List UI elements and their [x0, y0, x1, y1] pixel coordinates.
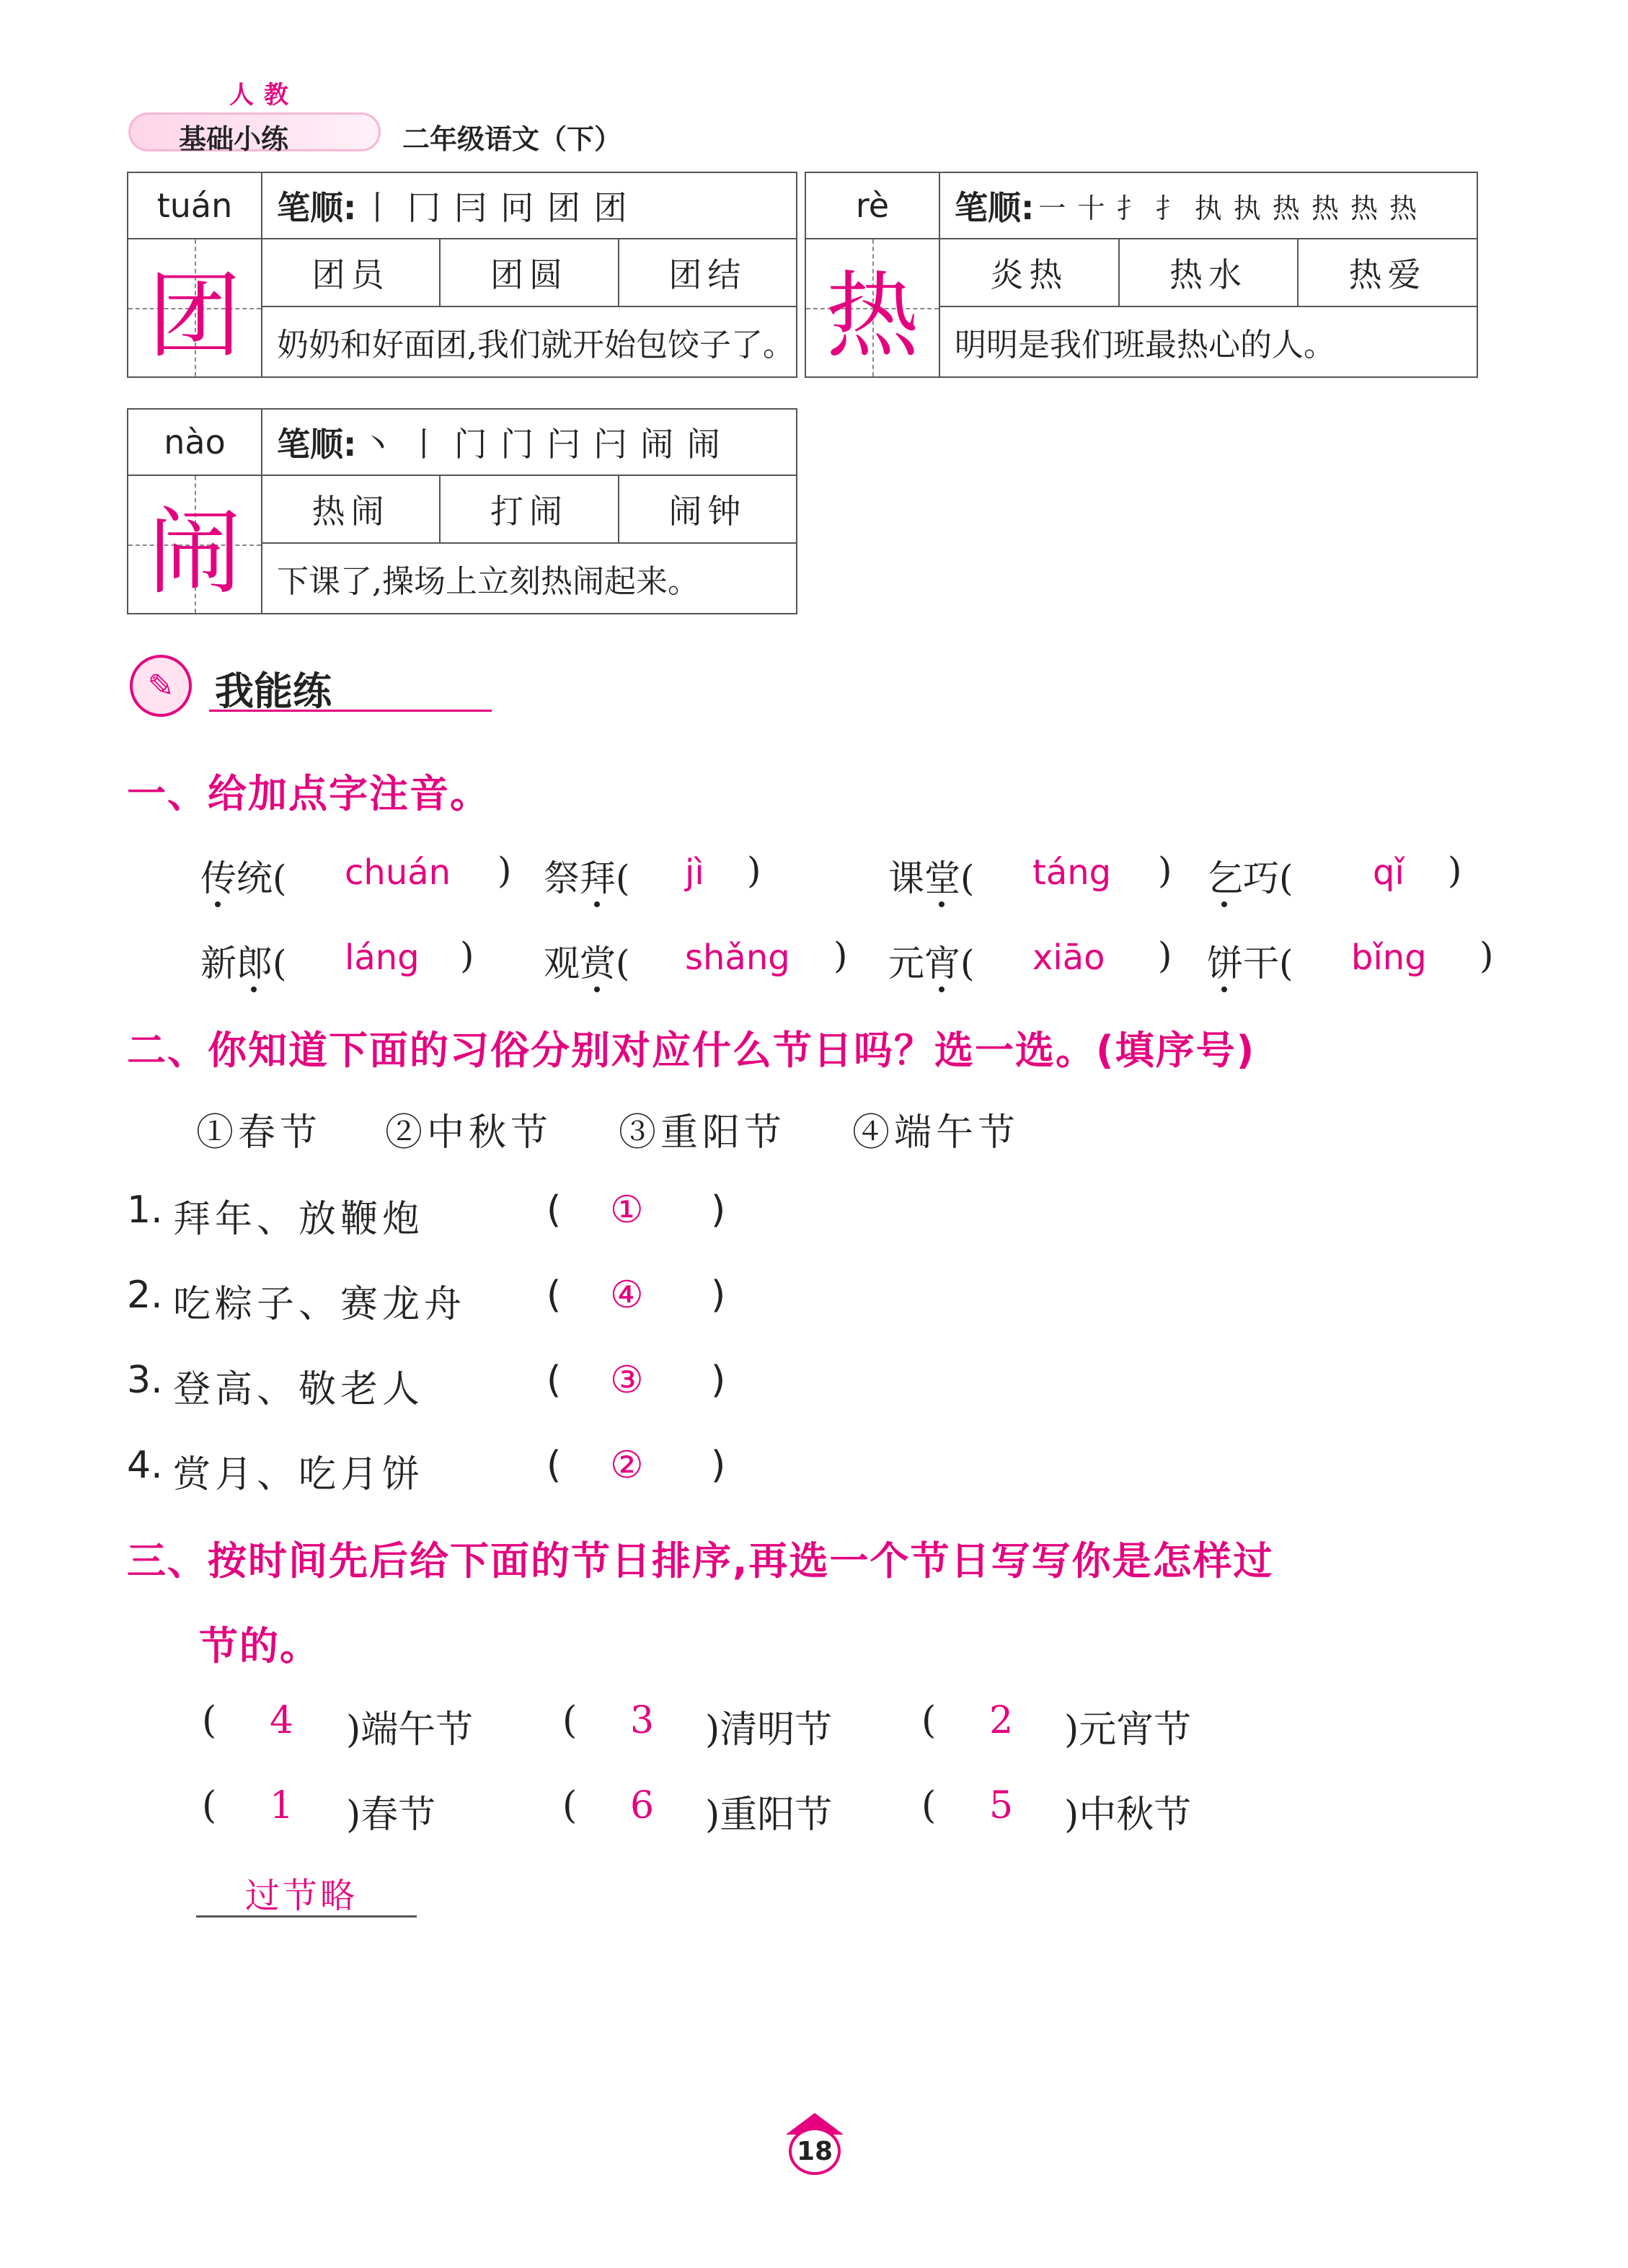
- match-answer: ①: [610, 1188, 644, 1232]
- emphasis-dot: [215, 901, 221, 907]
- char-card-tuan: [127, 172, 797, 378]
- option-item: ①春节: [196, 1111, 322, 1155]
- word-cell: 团圆: [441, 239, 619, 306]
- festival-name: )中秋节: [1064, 1793, 1192, 1837]
- pinyin-answer: chuán: [345, 852, 451, 893]
- match-answer: ②: [610, 1444, 644, 1487]
- order-answer: 2: [989, 1699, 1014, 1742]
- stroke-sequence: 一 十 扌 扌 执 执 热 热 热 热: [1038, 192, 1419, 224]
- char-card-nao: [127, 408, 797, 614]
- festival-name: )春节: [346, 1793, 436, 1837]
- pinyin-item: 祭拜( jì ): [544, 850, 630, 901]
- option-item: ④端午节: [852, 1111, 1020, 1155]
- stroke-order: [940, 173, 1477, 239]
- stroke-order-label: 笔顺:: [277, 188, 357, 227]
- practice-title: 我能练: [215, 669, 332, 714]
- order-answer: 3: [630, 1699, 655, 1742]
- pinyin-answer: táng: [1032, 852, 1112, 893]
- publisher-label: 人教: [229, 81, 298, 110]
- question-1-title: 一、给加点字注音。: [127, 771, 490, 816]
- pinyin-answer: shǎng: [685, 937, 790, 978]
- pinyin-item: 新郎( láng ): [200, 935, 287, 987]
- emphasis-dot: [594, 987, 600, 992]
- stroke-order-label: 笔顺:: [955, 188, 1035, 227]
- stroke-order: [262, 410, 796, 476]
- card-character: 热: [806, 239, 940, 376]
- example-sentence: 奶奶和好面团,我们就开始包饺子了。: [277, 327, 795, 363]
- order-answer: 5: [989, 1784, 1014, 1827]
- page-number-badge: [780, 2113, 849, 2178]
- word-row: [940, 239, 1477, 307]
- pinyin-item: 观赏( shǎng ): [544, 935, 630, 987]
- pinyin-answer: xiāo: [1032, 937, 1105, 978]
- stroke-sequence: 丶 丨 门 门 闩 闩 闹 闹: [360, 425, 722, 464]
- word-row: [262, 476, 796, 544]
- practice-underline: [209, 710, 492, 712]
- match-answer: ③: [610, 1359, 644, 1402]
- page-number: 18: [789, 2127, 841, 2175]
- answer-note: 过节略: [245, 1876, 358, 1916]
- pinyin-answer: bǐng: [1351, 937, 1427, 978]
- emphasis-dot: [939, 987, 944, 992]
- card-character: 闹: [128, 476, 262, 613]
- emphasis-dot: [594, 901, 600, 907]
- pinyin-answer: láng: [345, 937, 420, 978]
- emphasis-dot: [251, 987, 257, 992]
- festival-name: )重阳节: [705, 1793, 833, 1837]
- match-answer: ④: [610, 1274, 644, 1317]
- stroke-order: [262, 173, 796, 239]
- word-cell: 闹钟: [668, 492, 747, 531]
- example-sentence: 下课了,操场上立刻热闹起来。: [277, 563, 699, 600]
- pinyin-item: 元宵( xiāo ): [888, 935, 975, 987]
- grade-label: 二年级语文（下）: [402, 123, 622, 155]
- question-3-title: 三、按时间先后给下面的节日排序,再选一个节日写写你是怎样过: [127, 1538, 1274, 1584]
- stroke-order-label: 笔顺:: [277, 425, 357, 464]
- pinyin-item: 传统( chuán ): [200, 850, 287, 901]
- word-cell: 打闹: [441, 476, 619, 542]
- emphasis-dot: [1221, 987, 1227, 992]
- example-sentence: 明明是我们班最热心的人。: [955, 327, 1335, 363]
- word-cell: 团员: [262, 239, 441, 306]
- pinyin-item: 乞巧( qǐ ): [1207, 850, 1293, 901]
- question-3-title-cont: 节的。: [199, 1623, 320, 1669]
- char-card-re: [805, 172, 1478, 378]
- festival-name: )元宵节: [1064, 1708, 1192, 1752]
- series-label: 基础小练: [179, 123, 289, 155]
- card-pinyin: nào: [128, 410, 262, 476]
- festival-name: )端午节: [346, 1708, 474, 1752]
- card-character: 团: [128, 239, 262, 376]
- order-answer: 4: [270, 1699, 294, 1742]
- word-row: [262, 239, 796, 307]
- emphasis-dot: [1221, 901, 1227, 907]
- stroke-sequence: 丨 冂 冃 冋 团 团: [360, 188, 629, 227]
- order-answer: 6: [630, 1784, 655, 1827]
- word-cell: 热爱: [1348, 255, 1427, 294]
- word-cell: 炎热: [940, 239, 1120, 306]
- word-cell: 热闹: [262, 476, 441, 542]
- book-icon: ✎: [130, 655, 192, 717]
- word-cell: 团结: [668, 255, 747, 294]
- option-item: ③重阳节: [619, 1111, 787, 1155]
- pinyin-answer: qǐ: [1373, 852, 1404, 893]
- option-item: ②中秋节: [385, 1111, 553, 1155]
- card-pinyin: rè: [806, 173, 940, 239]
- festival-name: )清明节: [705, 1708, 833, 1752]
- order-answer: 1: [270, 1784, 294, 1827]
- pinyin-item: 课堂( táng ): [888, 850, 975, 901]
- pinyin-item: 饼干( bǐng ): [1207, 935, 1293, 987]
- answer-line: [196, 1915, 417, 1918]
- pinyin-answer: jì: [685, 852, 704, 893]
- question-2-title: 二、你知道下面的习俗分别对应什么节日吗？选一选。(填序号): [127, 1028, 1256, 1073]
- card-pinyin: tuán: [128, 173, 262, 239]
- word-cell: 热水: [1120, 239, 1299, 306]
- emphasis-dot: [939, 901, 944, 907]
